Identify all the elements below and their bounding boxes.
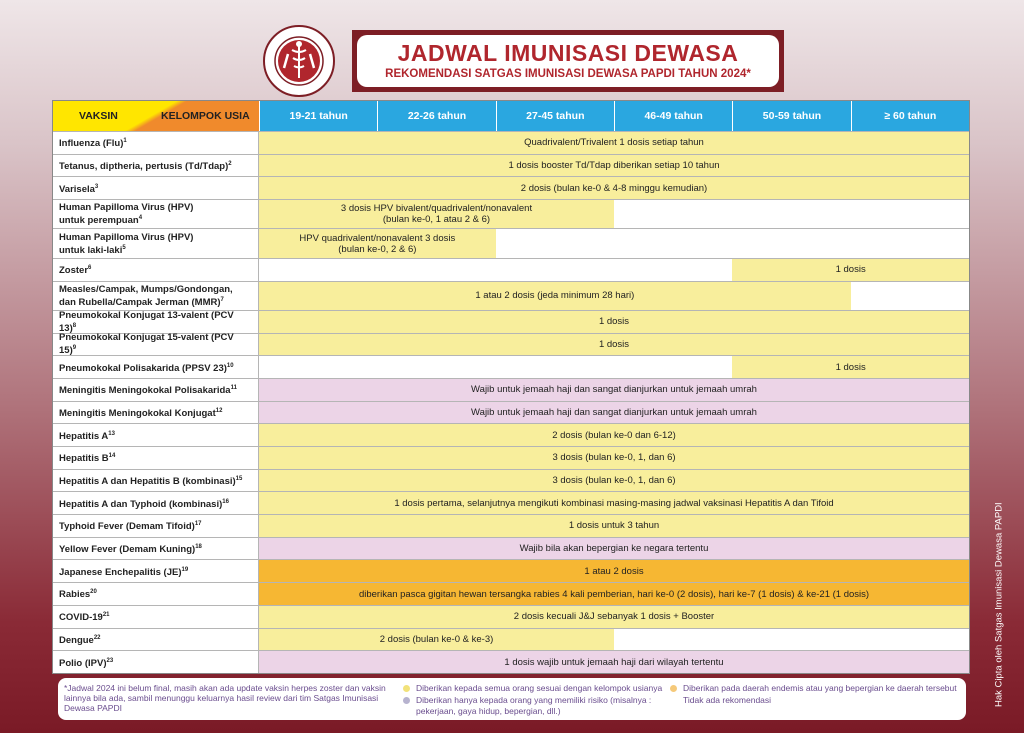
vaccine-name: COVID-$19^{21}$ [53,606,259,628]
immunization-table [52,100,970,674]
schedule-cell [614,629,969,651]
table-row [53,401,969,424]
schedule-cell [259,356,732,378]
header-kelompok-usia: KELOMPOK USIA [161,110,250,122]
table-row [53,228,969,257]
table-row [53,310,969,333]
legend [58,678,966,720]
table-row [53,537,969,560]
schedule-cell: 2 dosis (bulan ke-0 dan 6-12) [259,424,969,446]
schedule-cell: HPV quadrivalent/nonavalent 3 dosis (bulan ke-0, 2 & 6) [259,229,496,257]
vaccine-name: Hepatitis A dan Typhoid (kombinasi)$^{16}$ [53,492,259,514]
schedule-cell [851,282,969,310]
header-age-19-21: 19-21 tahun [259,101,377,131]
table-row [53,131,969,154]
table-row [53,333,969,356]
vaccine-name: Influenza (Flu)$^1$ [53,132,259,154]
vaccine-name: Hepatitis $B^{14}$ [53,447,259,469]
header-age-27-45: 27-45 tahun [496,101,614,131]
schedule-cell: 2 dosis kecuali J&J sebanyak 1 dosis + Booster [259,606,969,628]
header-age-22-26: 22-26 tahun [377,101,495,131]
table-row [53,582,969,605]
table-row [53,423,969,446]
schedule-cell: 3 dosis HPV bivalent/quadrivalent/nonavalent (bulan ke-0, 1 atau 2 & 6) [259,200,614,228]
copyright-text: Hak Cipta oleh Satgas Imunisasi Dewasa PAPDI [993,502,1005,708]
schedule-cell [614,200,969,228]
table-row [53,605,969,628]
vaccine-name: Yellow Fever (Demam Kuning)$^{18}$ [53,538,259,560]
schedule-cell: 1 dosis pertama, selanjutnya mengikuti kombinasi masing-masing jadwal vaksinasi Hepatitis A dan Tifoid [259,492,969,514]
legend-text: Diberikan kepada semua orang sesuai dengan kelompok usianya [416,683,663,693]
vaccine-name: Pneumokokal Konjugat 15-valent (PCV 15)$^9$ [53,334,259,356]
legend-item [403,683,673,694]
vaccine-name: Pneumokokal Konjugat 13-valent (PCV 13)$^8$ [53,311,259,333]
table-row [53,281,969,310]
table-row [53,469,969,492]
table-row [53,491,969,514]
header-age-50-59: 50-59 tahun [732,101,850,131]
title-banner [352,30,784,92]
legend-note: *Jadwal 2024 ini belum final, masih akan ada update vaksin herpes zoster dan vaksin lainnya bila ada, sambil menunggu keluarnya hasil review dari tim Satgas Imunisasi Dewasa PAPDI [64,683,386,713]
schedule-cell: 2 dosis (bulan ke-0 & 4-8 minggu kemudian) [259,177,969,199]
table-row [53,355,969,378]
table-row [53,650,969,673]
vaccine-name: Varisela$^3$ [53,177,259,199]
header-vaksin: VAKSIN [79,110,118,122]
schedule-cell: 1 dosis [732,356,969,378]
legend-text: Diberikan pada daerah endemis atau yang bepergian ke daerah tersebut [683,683,957,693]
table-row [53,199,969,228]
table-row [53,446,969,469]
legend-dot [670,697,677,704]
schedule-cell: 3 dosis (bulan ke-0, 1, dan 6) [259,447,969,469]
legend-text: Diberikan hanya kepada orang yang memiliki risiko (misalnya : pekerjaan, gaya hidup, bepergian, dll.) [416,695,652,716]
schedule-cell: Wajib untuk jemaah haji dan sangat dianjurkan untuk jemaah umrah [259,379,969,401]
vaccine-name: Human Papilloma Virus (HPV) untuk perempuan$^4$ [53,200,259,228]
table-row [53,559,969,582]
schedule-cell: Wajib bila akan bepergian ke negara tertentu [259,538,969,560]
schedule-cell: 1 dosis [259,311,969,333]
header-vaksin-kelompok [53,101,259,131]
papdi-logo [262,24,336,98]
vaccine-name: Human Papilloma Virus (HPV) untuk laki-laki$^5$ [53,229,259,257]
schedule-cell: 3 dosis (bulan ke-0, 1, dan 6) [259,470,969,492]
legend-dot [403,685,410,692]
vaccine-name: Hepatitis A dan Hepatitis B (kombinasi)$^{15}$ [53,470,259,492]
vaccine-name: Meningitis Meningokokal Polisakarida$^{11}$ [53,379,259,401]
legend-text: Tidak ada rekomendasi [683,695,772,705]
vaccine-name: Pneumokokal Polisakarida (PPSV 23)$^{10}$ [53,356,259,378]
vaccine-name: Hepatitis $A^{13}$ [53,424,259,446]
vaccine-name: Typhoid Fever (Demam Tifoid)$^{17}$ [53,515,259,537]
legend-item [403,695,673,717]
vaccine-name: Zoster$^6$ [53,259,259,281]
schedule-cell: 1 dosis [259,334,969,356]
vaccine-name: Dengue$^{22}$ [53,629,259,651]
schedule-cell: 1 atau 2 dosis (jeda minimum 28 hari) [259,282,851,310]
page-title: JADWAL IMUNISASI DEWASA [397,40,739,66]
vaccine-name: Tetanus, diptheria, pertusis (Td/Tdap)$^2$ [53,155,259,177]
legend-item [670,695,960,706]
header-age-46-49: 46-49 tahun [614,101,732,131]
table-row [53,258,969,281]
schedule-cell [496,229,969,257]
vaccine-name: Measles/Campak, Mumps/Gondongan, dan Rubella/Campak Jerman (MMR)$^7$ [53,282,259,310]
table-header [53,101,969,131]
page-subtitle: REKOMENDASI SATGAS IMUNISASI DEWASA PAPDI TAHUN 2024* [385,68,751,80]
schedule-cell: 2 dosis (bulan ke-0 & ke-3) [259,629,614,651]
legend-dot [670,685,677,692]
schedule-cell: 1 dosis booster Td/Tdap diberikan setiap 10 tahun [259,155,969,177]
vaccine-name: Japanese Enchepalitis (JE)$^{19}$ [53,560,259,582]
schedule-cell: 1 dosis untuk 3 tahun [259,515,969,537]
vaccine-name: Meningitis Meningokokal Konjugat$^{12}$ [53,402,259,424]
table-row [53,154,969,177]
schedule-cell: 1 dosis wajib untuk jemaah haji dari wilayah tertentu [259,651,969,673]
vaccine-name: Polio (IPV)$^{23}$ [53,651,259,673]
table-row [53,514,969,537]
schedule-cell: 1 atau 2 dosis [259,560,969,582]
legend-item [670,683,960,694]
schedule-cell: 1 dosis [732,259,969,281]
schedule-cell [259,259,732,281]
legend-dot [403,697,410,704]
schedule-cell: diberikan pasca gigitan hewan tersangka rabies 4 kali pemberian, hari ke-0 (2 dosis), hari ke-7 (1 dosis) & ke-21 (1 dosis) [259,583,969,605]
schedule-cell: Wajib untuk jemaah haji dan sangat dianjurkan untuk jemaah umrah [259,402,969,424]
table-row [53,628,969,651]
header-age-60-plus: ≥ 60 tahun [851,101,969,131]
table-row [53,176,969,199]
table-body [53,131,969,673]
table-row [53,378,969,401]
schedule-cell: Quadrivalent/Trivalent 1 dosis setiap tahun [259,132,969,154]
vaccine-name: Rabies$^{20}$ [53,583,259,605]
